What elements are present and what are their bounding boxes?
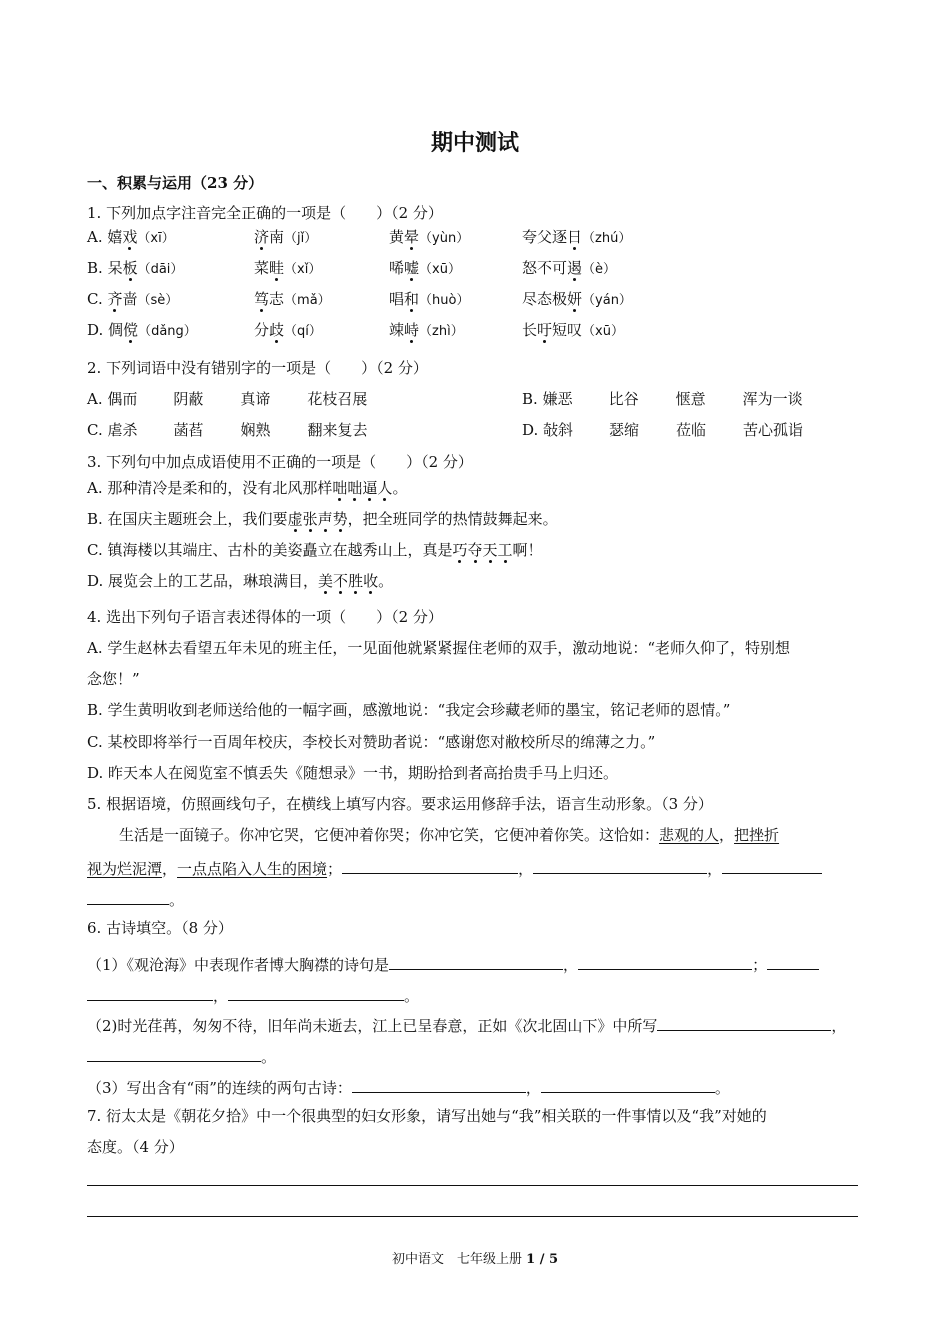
pinyin: （qí）	[284, 324, 322, 339]
dotted-char: 遏	[567, 259, 583, 277]
option-text: D. 展览会上的工艺品，琳琅满目，	[87, 572, 319, 590]
pinyin: （è）	[582, 262, 617, 277]
option-item	[254, 289, 331, 311]
dotted-char: 咄	[347, 479, 363, 497]
option-item	[87, 258, 183, 280]
question-4-option-c: C. 某校即将举行一百周年校庆，李校长对赞助者说：“感谢您对敝校所尽的绵薄之力。”	[87, 733, 656, 751]
dotted-char: 日	[567, 228, 583, 246]
word-text: 嬉	[107, 228, 123, 246]
pinyin: （xǐ）	[284, 262, 322, 277]
dotted-char: 笃	[254, 290, 270, 308]
dotted-char: 虚	[287, 510, 303, 528]
model-underlined-3: 视为烂泥潭	[87, 860, 163, 878]
word-text: 比谷	[608, 390, 639, 408]
word-text: 瑟缩	[609, 421, 640, 439]
word-text: 尽态极	[522, 290, 568, 308]
model-underlined-1: 悲观的人	[659, 826, 720, 844]
word-text: 花枝召展	[307, 390, 368, 408]
word-text: 虐杀	[107, 421, 138, 439]
dotted-char: 峙	[404, 321, 420, 339]
dotted-char: 美	[318, 572, 334, 590]
dotted-char: 工	[497, 541, 513, 559]
answer-line[interactable]	[87, 1216, 858, 1217]
word-text: 敧斜	[543, 421, 574, 439]
option-item	[254, 320, 322, 342]
word-text: 志	[269, 290, 285, 308]
option-text: C. 镇海楼以其端庄、古朴的美姿矗立在越秀山上，真是	[87, 541, 453, 559]
dotted-char: 齐	[107, 290, 123, 308]
option-item	[87, 420, 368, 440]
word-text: 菡萏	[173, 421, 204, 439]
pinyin: （zhì）	[419, 324, 464, 339]
answer-blank[interactable]	[87, 888, 169, 905]
word-text: 娴熟	[240, 421, 271, 439]
word-text: 呆	[107, 259, 123, 277]
question-2-stem: 2. 下列词语中没有错别字的一项是（ ）（2 分）	[87, 359, 428, 377]
answer-blank[interactable]	[389, 953, 563, 970]
question-5-stem: 5. 根据语境，仿照画线句子，在横线上填写内容。要求运用修辞手法，语言生动形象。（3 分）	[87, 795, 713, 813]
option-text: 。	[378, 572, 394, 590]
option-text: 。	[392, 479, 408, 497]
question-4-option-b: B. 学生黄明收到老师送给他的一幅字画，感激地说：“我定会珍藏老师的墨宝，铭记老师的恩情。”	[87, 701, 731, 719]
word-text: 唏	[389, 259, 405, 277]
question-1-stem: 1. 下列加点字注音完全正确的一项是（ ）（2 分）	[87, 204, 443, 222]
question-6-part-1: （1）《观沧海》中表现作者博大胸襟的诗句是 ， ；	[87, 953, 819, 975]
pinyin: （sè）	[137, 293, 179, 308]
option-item	[87, 478, 407, 498]
answer-blank[interactable]	[541, 1076, 715, 1093]
option-label: D.	[522, 421, 544, 439]
word-text: 夸父逐	[522, 228, 568, 246]
question-4-option-a: A. 学生赵林去看望五年未见的班主任，一见面他就紧紧握住老师的双手，激动地说：“老师久仰了，特别想	[87, 639, 791, 657]
page-footer	[0, 1248, 950, 1267]
dotted-char: 畦	[269, 259, 285, 277]
answer-blank[interactable]	[87, 1045, 261, 1062]
answer-blank[interactable]	[352, 1076, 526, 1093]
answer-line[interactable]	[87, 1185, 858, 1186]
option-text: B. 在国庆主题班会上，我们要	[87, 510, 288, 528]
word-text: 嫌恶	[542, 390, 573, 408]
option-item	[87, 571, 393, 591]
dotted-char: 巧	[452, 541, 468, 559]
question-6-part-3: （3）写出含有“雨”的连续的两句古诗： ， 。	[87, 1076, 730, 1098]
question-6-part-1-cont: ， 。	[87, 984, 419, 1006]
option-item	[522, 320, 624, 342]
option-item	[87, 320, 197, 342]
pinyin: （huò）	[419, 293, 470, 308]
question-5-line2: 视为烂泥潭，一点点陷入人生的困境； ， ，	[87, 857, 822, 879]
option-item	[87, 389, 367, 409]
dotted-char: 咄	[332, 479, 348, 497]
option-item	[522, 227, 631, 249]
option-text: ，把全班同学的热情鼓舞起来。	[347, 510, 558, 528]
pinyin: （yán）	[582, 293, 632, 308]
answer-blank[interactable]	[342, 857, 518, 874]
option-item	[522, 258, 616, 280]
word-text: 倜	[108, 321, 124, 339]
word-text: 分	[254, 321, 270, 339]
dotted-char: 济	[254, 228, 270, 246]
answer-blank[interactable]	[87, 984, 213, 1001]
word-text: 长	[522, 321, 538, 339]
dotted-char: 夺	[467, 541, 483, 559]
answer-blank[interactable]	[228, 984, 404, 1001]
option-item	[87, 509, 558, 529]
option-label: B.	[522, 390, 543, 408]
pinyin: （jǐ）	[284, 231, 318, 246]
word-text: 苦心孤诣	[743, 421, 804, 439]
dotted-char: 胜	[348, 572, 364, 590]
word-text: 偶而	[107, 390, 138, 408]
option-item	[87, 540, 543, 560]
pinyin: （dǎng）	[138, 324, 197, 339]
dotted-char: 嘘	[404, 259, 420, 277]
question-4-option-d: D. 昨天本人在阅览室不慎丢失《随想录》一书，期盼拾到者高抬贵手马上归还。	[87, 764, 619, 782]
option-label: D.	[87, 321, 109, 339]
word-text: 黄	[389, 228, 405, 246]
dotted-char: 戏	[122, 228, 138, 246]
question-3-stem: 3. 下列句中加点成语使用不正确的一项是（ ）（2 分）	[87, 453, 473, 471]
dotted-char: 逼	[362, 479, 378, 497]
page-number: 1 / 5	[526, 1252, 559, 1267]
option-item	[254, 227, 317, 249]
option-text: A. 那种清冷是柔和的，没有北风那样	[87, 479, 333, 497]
dotted-char: 吁	[537, 321, 553, 339]
model-underlined-4: 一点点陷入人生的困境	[177, 860, 328, 878]
question-4-option-a-cont: 念您！”	[87, 670, 140, 688]
option-item	[389, 320, 464, 342]
page-title: 期中测试	[430, 130, 519, 156]
dotted-char: 收	[363, 572, 379, 590]
word-text: 翻来复去	[307, 421, 368, 439]
question-6-stem: 6. 古诗填空。（8 分）	[87, 919, 233, 937]
word-text: 阴蔽	[173, 390, 204, 408]
word-text: 莅临	[676, 421, 707, 439]
option-label: B.	[87, 259, 108, 277]
option-item	[87, 289, 178, 311]
pinyin: （yùn）	[419, 231, 470, 246]
word-text: 真谛	[240, 390, 271, 408]
dotted-char: 人	[377, 479, 393, 497]
question-4-stem: 4. 选出下列句子语言表述得体的一项（ ）（2 分）	[87, 608, 443, 626]
question-5-context: 生活是一面镜子。你冲它哭，它便冲着你哭；你冲它笑，它便冲着你笑。这恰如：悲观的人，把挫折	[119, 826, 780, 844]
answer-blank[interactable]	[767, 953, 819, 970]
option-item	[522, 420, 803, 440]
question-7-stem-cont: 态度。（4 分）	[87, 1138, 184, 1156]
dotted-char: 和	[404, 290, 420, 308]
section-heading: 一、积累与运用（23 分）	[87, 174, 264, 192]
dotted-char: 势	[332, 510, 348, 528]
question-6-part-2: （2)时光荏苒，匆匆不待，旧年尚未逝去，江上已呈春意，正如《次北固山下》中所写 ，	[87, 1014, 846, 1036]
pinyin: （xū）	[419, 262, 461, 277]
pinyin: （xī）	[137, 231, 175, 246]
dotted-char: 晕	[404, 228, 420, 246]
option-item	[87, 227, 175, 249]
option-label: A.	[87, 228, 108, 246]
option-text: 啊！	[512, 541, 543, 559]
pinyin: （dāi）	[137, 262, 184, 277]
model-underlined-2: 把挫折	[734, 826, 780, 844]
question-6-part-2-cont: 。	[87, 1045, 276, 1067]
word-text: 惬意	[675, 390, 706, 408]
word-text: 浑为一谈	[742, 390, 803, 408]
question-5-line3: 。	[87, 888, 184, 910]
dotted-char: 张	[302, 510, 318, 528]
dotted-char: 天	[482, 541, 498, 559]
option-label: A.	[87, 390, 108, 408]
pinyin: （xū）	[582, 324, 624, 339]
option-item	[389, 227, 469, 249]
answer-blank[interactable]	[722, 857, 822, 874]
option-label: C.	[87, 290, 108, 308]
dotted-char: 歧	[269, 321, 285, 339]
pinyin: （zhú）	[582, 231, 632, 246]
question-7-stem: 7. 衍太太是《朝花夕拾》中一个很典型的妇女形象，请写出她与“我”相关联的一件事情以及“我”对她的	[87, 1107, 767, 1125]
option-item	[522, 289, 632, 311]
dotted-char: 板	[122, 259, 138, 277]
option-item	[389, 258, 461, 280]
answer-blank[interactable]	[657, 1014, 831, 1031]
word-text: 竦	[389, 321, 405, 339]
dotted-char: 声	[317, 510, 333, 528]
word-text: 南	[269, 228, 285, 246]
word-text: 啬	[122, 290, 138, 308]
word-text: 短叹	[552, 321, 583, 339]
footer-subject: 初中语文 七年级上册	[391, 1252, 527, 1267]
word-text: 唱	[389, 290, 405, 308]
dotted-char: 傥	[123, 321, 139, 339]
answer-blank[interactable]	[533, 857, 707, 874]
word-text: 怒不可	[522, 259, 568, 277]
dotted-char: 不	[333, 572, 349, 590]
option-item	[389, 289, 469, 311]
answer-blank[interactable]	[578, 953, 752, 970]
word-text: 菜	[254, 259, 270, 277]
option-item	[254, 258, 321, 280]
dotted-char: 妍	[567, 290, 583, 308]
option-item	[522, 389, 803, 409]
option-label: C.	[87, 421, 108, 439]
pinyin: （mǎ）	[284, 293, 331, 308]
